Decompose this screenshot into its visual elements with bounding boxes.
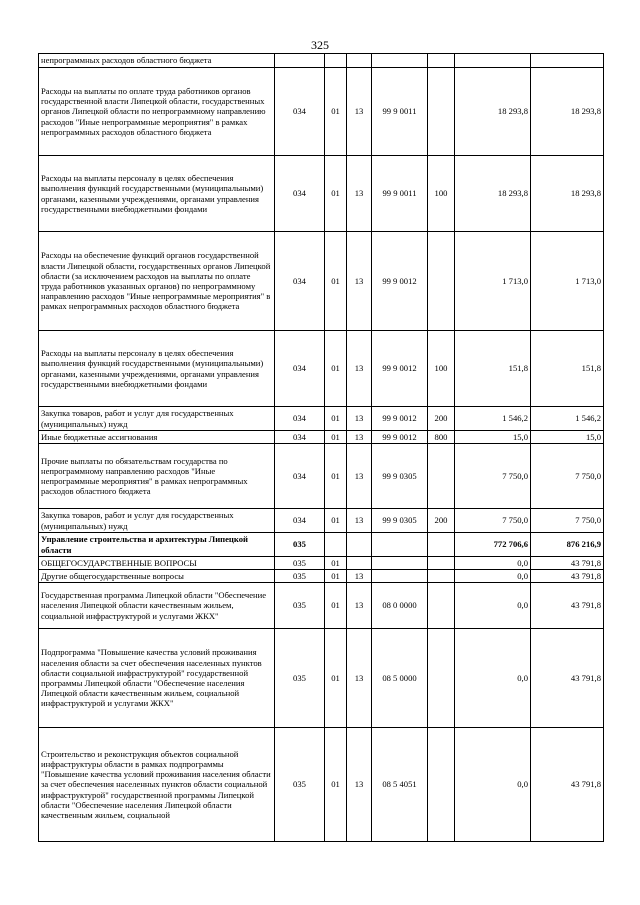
target-article: 99 9 0012 xyxy=(372,331,428,407)
table-row xyxy=(39,728,604,842)
sum-year-2: 43 791,8 xyxy=(531,557,604,570)
sum-year-2: 7 750,0 xyxy=(531,509,604,533)
subsection-code: 13 xyxy=(347,407,372,431)
table-row xyxy=(39,232,604,331)
target-article xyxy=(372,570,428,583)
target-article: 99 9 0012 xyxy=(372,407,428,431)
section-code: 01 xyxy=(325,728,347,842)
expense-type xyxy=(428,570,455,583)
target-article xyxy=(372,54,428,68)
sum-year-1: 0,0 xyxy=(455,629,531,728)
subsection-code: 13 xyxy=(347,444,372,509)
ministry-code xyxy=(275,54,325,68)
target-article: 08 5 4051 xyxy=(372,728,428,842)
ministry-code: 035 xyxy=(275,570,325,583)
sum-year-1: 0,0 xyxy=(455,557,531,570)
subsection-code: 13 xyxy=(347,583,372,629)
row-name: Расходы на выплаты по оплате труда работников органов государственной власти Липецкой области, государственных органов Липецкой области по непрограммному направлению расходов "Иные непрограммные мероприятия" в рамках непрограммных расходов областного бюджета xyxy=(39,68,275,156)
subsection-code xyxy=(347,54,372,68)
target-article: 99 9 0011 xyxy=(372,68,428,156)
page-number: 325 xyxy=(311,38,329,52)
sum-year-2: 876 216,9 xyxy=(531,533,604,557)
expense-type: 100 xyxy=(428,331,455,407)
section-code: 01 xyxy=(325,232,347,331)
expense-type xyxy=(428,728,455,842)
row-name: Прочие выплаты по обязательствам государства по непрограммному направлению расходов "Иные непрограммные мероприятия" в рамках непрограммных расходов областного бюджета xyxy=(39,444,275,509)
table-row xyxy=(39,533,604,557)
table-row xyxy=(39,570,604,583)
table-row xyxy=(39,431,604,444)
subsection-code: 13 xyxy=(347,629,372,728)
subsection-code: 13 xyxy=(347,570,372,583)
target-article xyxy=(372,533,428,557)
ministry-code: 034 xyxy=(275,68,325,156)
sum-year-1: 18 293,8 xyxy=(455,156,531,232)
subsection-code: 13 xyxy=(347,509,372,533)
row-name: Расходы на обеспечение функций органов государственной власти Липецкой области, государственных органов Липецкой области (за исключением расходов на выплаты по оплате труда работников указанных органов) по непрограммному направлению расходов "Иные непрограммные мероприятия" в рамках непрограммных расходов областного бюджета xyxy=(39,232,275,331)
row-name: Иные бюджетные ассигнования xyxy=(39,431,275,444)
ministry-code: 034 xyxy=(275,444,325,509)
row-name: Управление строительства и архитектуры Липецкой области xyxy=(39,533,275,557)
ministry-code: 034 xyxy=(275,509,325,533)
table-row xyxy=(39,331,604,407)
target-article: 99 9 0012 xyxy=(372,431,428,444)
sum-year-2: 18 293,8 xyxy=(531,156,604,232)
subsection-code: 13 xyxy=(347,156,372,232)
subsection-code: 13 xyxy=(347,431,372,444)
table-row xyxy=(39,509,604,533)
sum-year-2: 43 791,8 xyxy=(531,570,604,583)
expense-type xyxy=(428,54,455,68)
section-code: 01 xyxy=(325,331,347,407)
target-article: 99 9 0011 xyxy=(372,156,428,232)
ministry-code: 034 xyxy=(275,156,325,232)
ministry-code: 034 xyxy=(275,331,325,407)
sum-year-2: 43 791,8 xyxy=(531,728,604,842)
expense-type: 200 xyxy=(428,509,455,533)
table-row xyxy=(39,629,604,728)
expense-type xyxy=(428,583,455,629)
section-code: 01 xyxy=(325,444,347,509)
expense-type xyxy=(428,232,455,331)
section-code: 01 xyxy=(325,629,347,728)
table-row xyxy=(39,407,604,431)
sum-year-2 xyxy=(531,54,604,68)
sum-year-2: 7 750,0 xyxy=(531,444,604,509)
expense-type: 200 xyxy=(428,407,455,431)
budget-table xyxy=(38,53,604,842)
sum-year-2: 151,8 xyxy=(531,331,604,407)
ministry-code: 035 xyxy=(275,533,325,557)
sum-year-1: 1 546,2 xyxy=(455,407,531,431)
subsection-code: 13 xyxy=(347,68,372,156)
expense-type xyxy=(428,629,455,728)
subsection-code: 13 xyxy=(347,728,372,842)
sum-year-1: 0,0 xyxy=(455,583,531,629)
table-row xyxy=(39,444,604,509)
table-body xyxy=(39,54,604,842)
ministry-code: 034 xyxy=(275,407,325,431)
sum-year-1: 18 293,8 xyxy=(455,68,531,156)
section-code: 01 xyxy=(325,570,347,583)
ministry-code: 035 xyxy=(275,728,325,842)
ministry-code: 035 xyxy=(275,629,325,728)
expense-type xyxy=(428,68,455,156)
table-row xyxy=(39,68,604,156)
sum-year-1: 772 706,6 xyxy=(455,533,531,557)
target-article: 99 9 0305 xyxy=(372,509,428,533)
sum-year-1: 7 750,0 xyxy=(455,509,531,533)
subsection-code: 13 xyxy=(347,331,372,407)
expense-type xyxy=(428,444,455,509)
row-name: Расходы на выплаты персоналу в целях обеспечения выполнения функций государственными (муниципальными) органами, казенными учреждениями, органами управления государственными внебюджетными фондами xyxy=(39,156,275,232)
target-article: 08 5 0000 xyxy=(372,629,428,728)
row-name: Другие общегосударственные вопросы xyxy=(39,570,275,583)
table-row xyxy=(39,557,604,570)
ministry-code: 035 xyxy=(275,583,325,629)
sum-year-1: 0,0 xyxy=(455,570,531,583)
row-name: Подпрограмма "Повышение качества условий проживания населения области за счет обеспечения населенных пунктов области социальной инфраструктурой" государственной программы Липецкой области "Обеспечение населения Липецкой области качественным жильем, социальной инфраструктурой и услугами ЖКХ" xyxy=(39,629,275,728)
ministry-code: 034 xyxy=(275,232,325,331)
section-code: 01 xyxy=(325,68,347,156)
expense-type: 800 xyxy=(428,431,455,444)
sum-year-2: 15,0 xyxy=(531,431,604,444)
sum-year-2: 1 546,2 xyxy=(531,407,604,431)
subsection-code xyxy=(347,557,372,570)
expense-type xyxy=(428,533,455,557)
target-article: 99 9 0305 xyxy=(372,444,428,509)
expense-type xyxy=(428,557,455,570)
sum-year-1: 15,0 xyxy=(455,431,531,444)
section-code: 01 xyxy=(325,431,347,444)
expense-type: 100 xyxy=(428,156,455,232)
target-article xyxy=(372,557,428,570)
subsection-code: 13 xyxy=(347,232,372,331)
row-name: Закупка товаров, работ и услуг для государственных (муниципальных) нужд xyxy=(39,509,275,533)
sum-year-2: 43 791,8 xyxy=(531,629,604,728)
ministry-code: 034 xyxy=(275,431,325,444)
row-name: Государственная программа Липецкой области "Обеспечение населения Липецкой области качественным жильем, социальной инфраструктурой и услугами ЖКХ" xyxy=(39,583,275,629)
sum-year-2: 18 293,8 xyxy=(531,68,604,156)
row-name: Расходы на выплаты персоналу в целях обеспечения выполнения функций государственными (муниципальными) органами, казенными учреждениями, органами управления государственными внебюджетными фондами xyxy=(39,331,275,407)
sum-year-2: 1 713,0 xyxy=(531,232,604,331)
row-name: непрограммных расходов областного бюджета xyxy=(39,54,275,68)
sum-year-1: 1 713,0 xyxy=(455,232,531,331)
ministry-code: 035 xyxy=(275,557,325,570)
section-code xyxy=(325,533,347,557)
target-article: 08 0 0000 xyxy=(372,583,428,629)
sum-year-1: 7 750,0 xyxy=(455,444,531,509)
sum-year-1: 151,8 xyxy=(455,331,531,407)
target-article: 99 9 0012 xyxy=(372,232,428,331)
sum-year-1 xyxy=(455,54,531,68)
table-row xyxy=(39,156,604,232)
table-row xyxy=(39,54,604,68)
subsection-code xyxy=(347,533,372,557)
section-code: 01 xyxy=(325,407,347,431)
section-code: 01 xyxy=(325,509,347,533)
row-name: ОБЩЕГОСУДАРСТВЕННЫЕ ВОПРОСЫ xyxy=(39,557,275,570)
sum-year-1: 0,0 xyxy=(455,728,531,842)
row-name: Закупка товаров, работ и услуг для государственных (муниципальных) нужд xyxy=(39,407,275,431)
section-code: 01 xyxy=(325,583,347,629)
section-code: 01 xyxy=(325,156,347,232)
sum-year-2: 43 791,8 xyxy=(531,583,604,629)
row-name: Строительство и реконструкция объектов социальной инфраструктуры области в рамках подпрограммы "Повышение качества условий проживания населения области за счет обеспечения населенных пунктов области социальной инфраструктурой" государственной программы Липецкой области "Обеспечение населения Липецкой области качественным жильем, социальной xyxy=(39,728,275,842)
table-row xyxy=(39,583,604,629)
section-code: 01 xyxy=(325,557,347,570)
section-code xyxy=(325,54,347,68)
